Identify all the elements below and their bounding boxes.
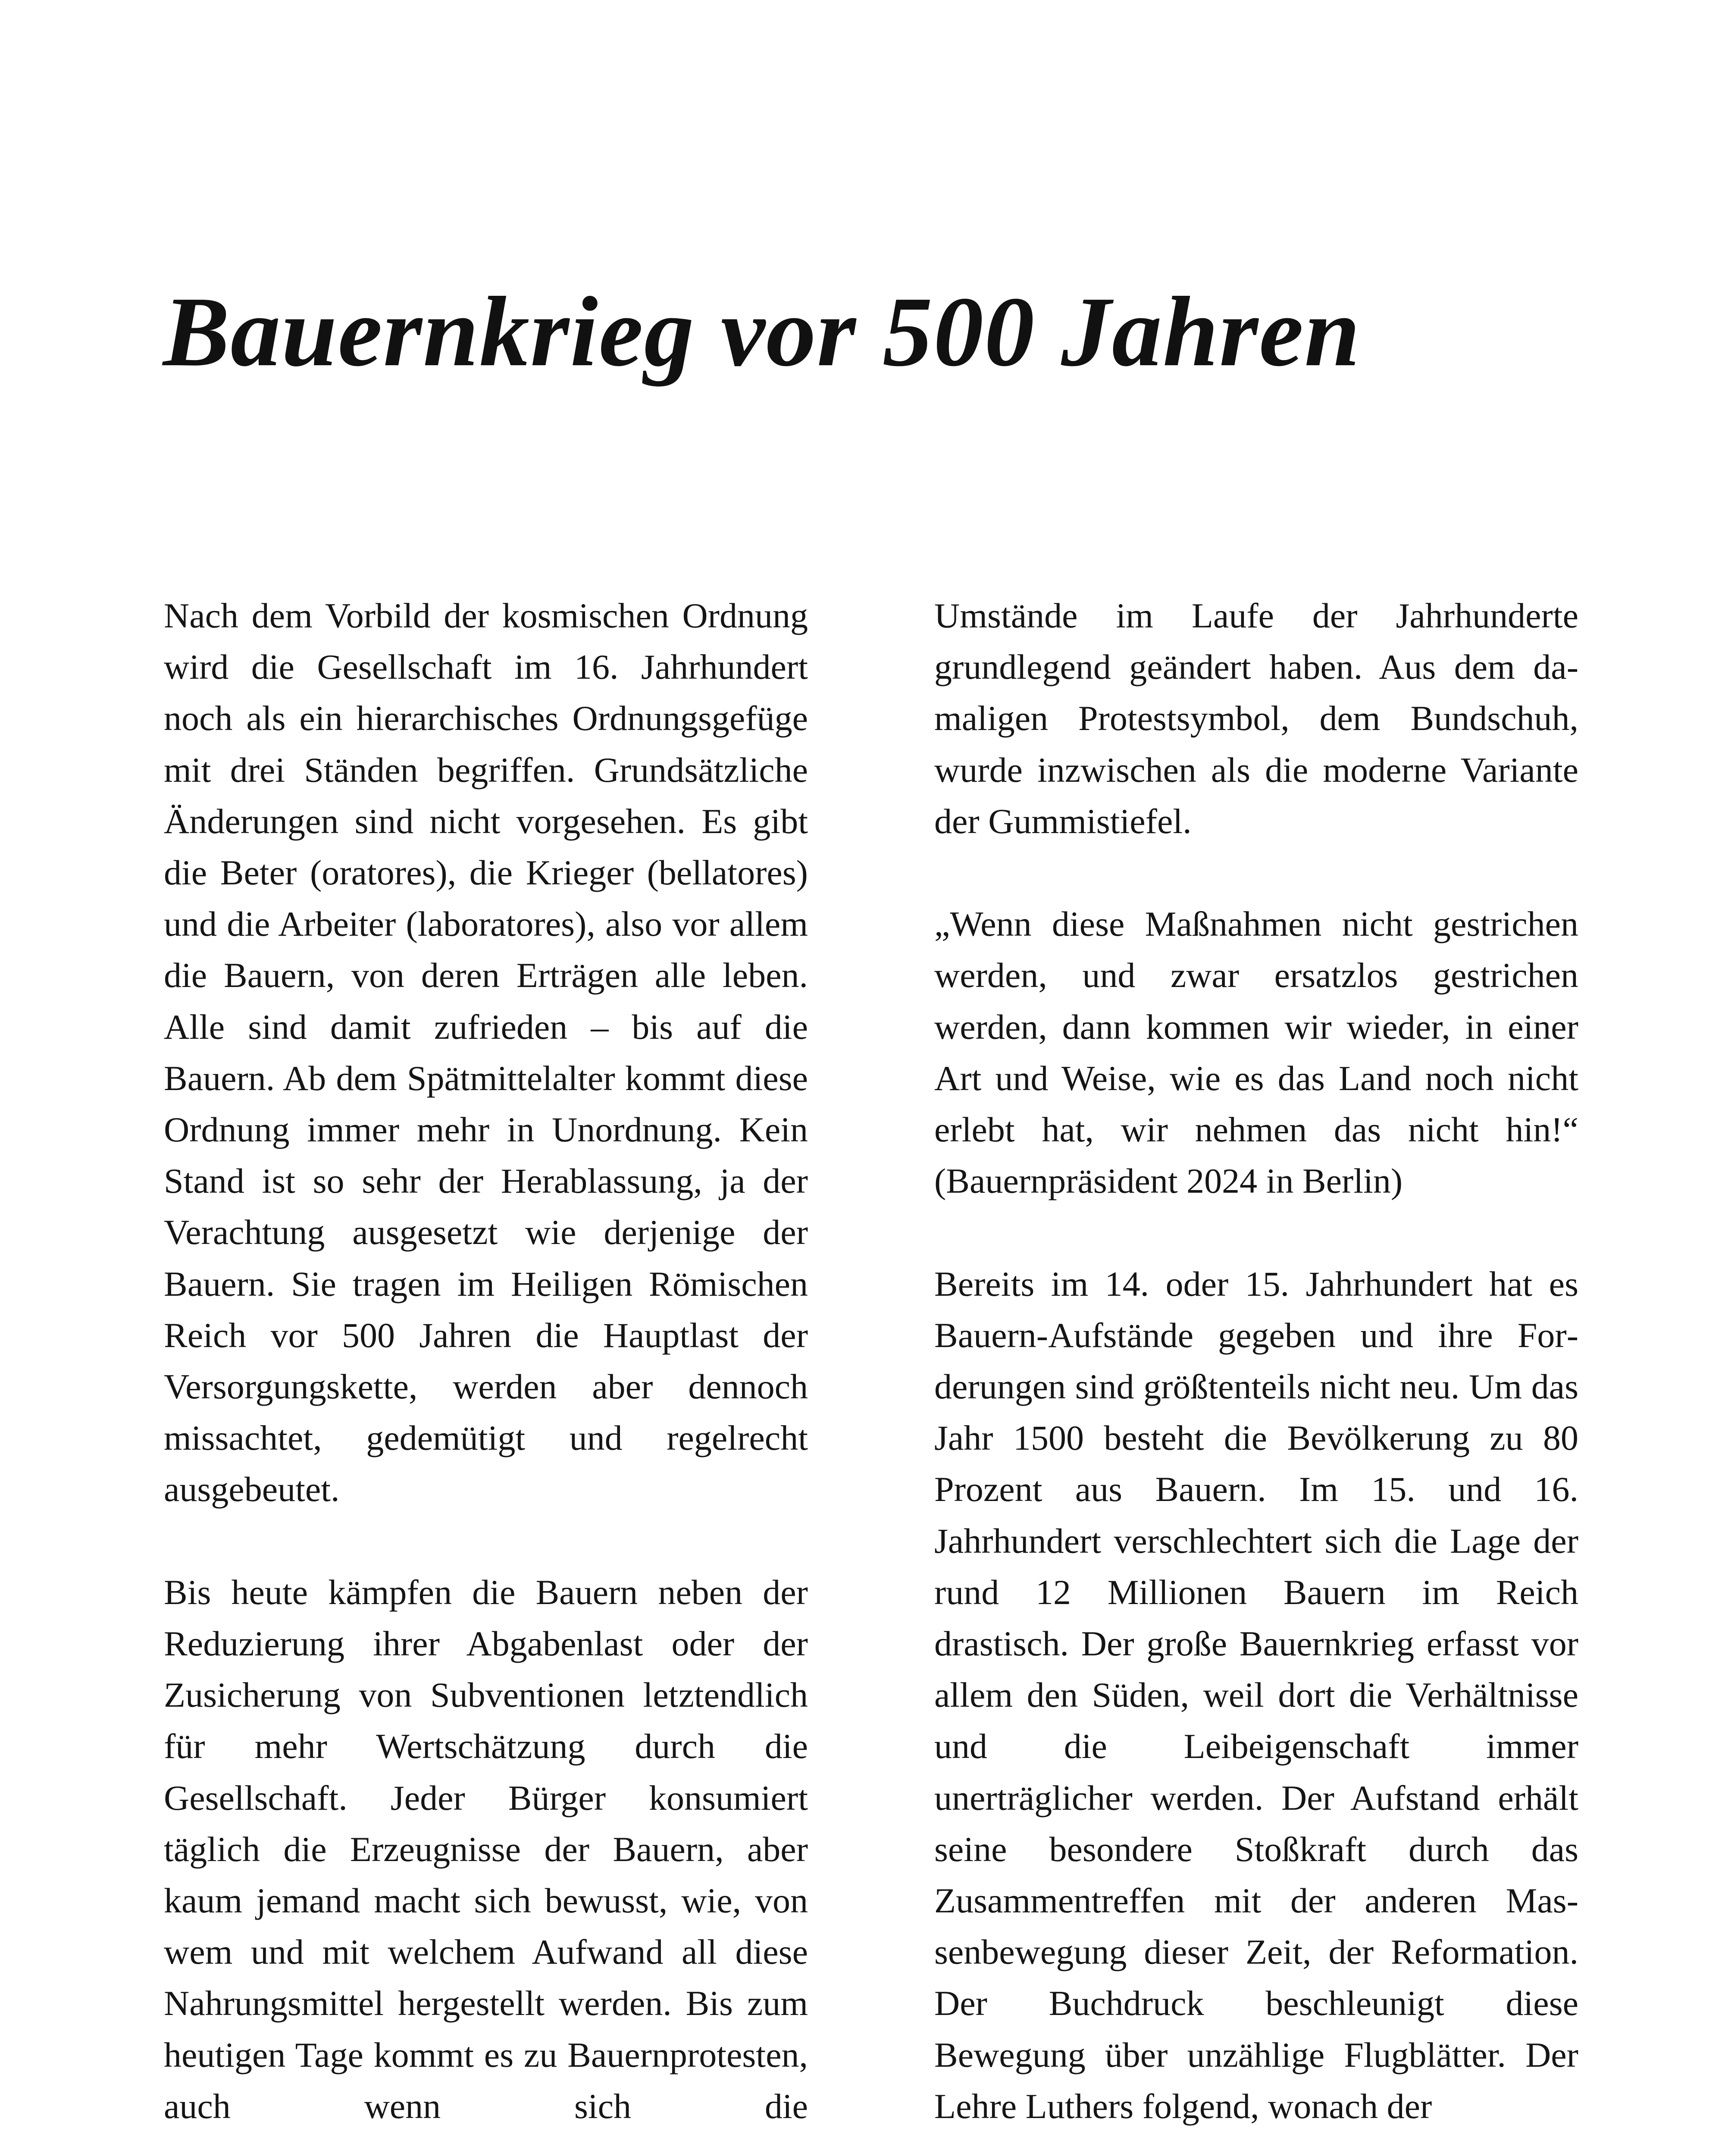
page-title: Bauernkrieg vor 500 Jahren — [163, 276, 1361, 387]
paragraph-standesordnung: Nach dem Vorbild der kosmischen Ordnung wird die Gesellschaft im 16. Jahrhundert noch als ein hierarchisches Ordnungsgefüge mit drei Ständen begriffen. Grundsätzliche Änderungen sind nicht vorgesehen. Es gibt die Beter (oratores), die Krieger (bellatores) und die Arbeiter (laboratores), also vor allem die Bauern, von deren Erträgen alle leben. Alle sind damit zufrieden – bis auf die Bauern. Ab dem Spätmittelalter kommt diese Ordnung immer mehr in Unordnung. Kein Stand ist so sehr der Herablassung, ja der Verachtung ausgesetzt wie derjenige der Bauern. Sie tragen im Heiligen Römischen Reich vor 500 Jahren die Hauptlast der Versorgungskette, werden aber dennoch missachtet, gedemütigt und regelrecht ausgebeutet. — [164, 596, 808, 1509]
paragraph-quote-bauernpraesident: „Wenn diese Maßnahmen nicht gestrichen werden, und zwar ersatzlos gestrichen werden, dann kommen wir wieder, in einer Art und Weise, wie es das Land noch nicht erlebt hat, wir nehmen das nicht hin!“ (Bauernpräsident 2024 in Berlin) — [934, 904, 1578, 1201]
paragraph-bauernproteste-heute: Bis heute kämpfen die Bauern neben der Reduzierung ihrer Abgabenlast oder der Zusicherung von Subventionen letztendlich für mehr Wertschätzung durch die Gesellschaft. Jeder Bürger konsumiert täglich die Erzeugnisse der Bauern, aber kaum jemand macht sich bewusst, wie, von wem und mit welchem Aufwand all diese Nahrungsmittel hergestellt werden. Bis zum heutigen Tage kommt es zu Bauernprotesten, auch wenn sich die — [164, 1572, 808, 2126]
paragraph-bundschuh: Umstände im Laufe der Jahrhunderte grundlegend geändert haben. Aus dem damaligen Protestsymbol, dem Bundschuh, wurde inzwischen als die moderne Variante der Gummistiefel. — [934, 596, 1578, 841]
right-column — [934, 590, 1578, 2132]
paragraph-bauernaufstaende: Bereits im 14. oder 15. Jahrhundert hat es Bauern-Aufstände gegeben und ihre Forderungen sind größtenteils nicht neu. Um das Jahr 1500 besteht die Bevölkerung zu 80 Prozent aus Bauern. Im 15. und 16. Jahrhundert verschlechtert sich die Lage der rund 12 Millionen Bauern im Reich drastisch. Der große Bauernkrieg erfasst vor allem den Süden, weil dort die Verhältnisse und die Leibeigenschaft immer unerträglicher werden. Der Aufstand erhält seine besondere Stoßkraft durch das Zusammentreffen mit der anderen Massenbewegung dieser Zeit, der Reformation. Der Buchdruck beschleunigt diese Bewegung über unzählige Flugblätter. Der Lehre Luthers folgend, wonach der — [934, 1264, 1578, 2126]
left-column — [164, 590, 808, 2132]
